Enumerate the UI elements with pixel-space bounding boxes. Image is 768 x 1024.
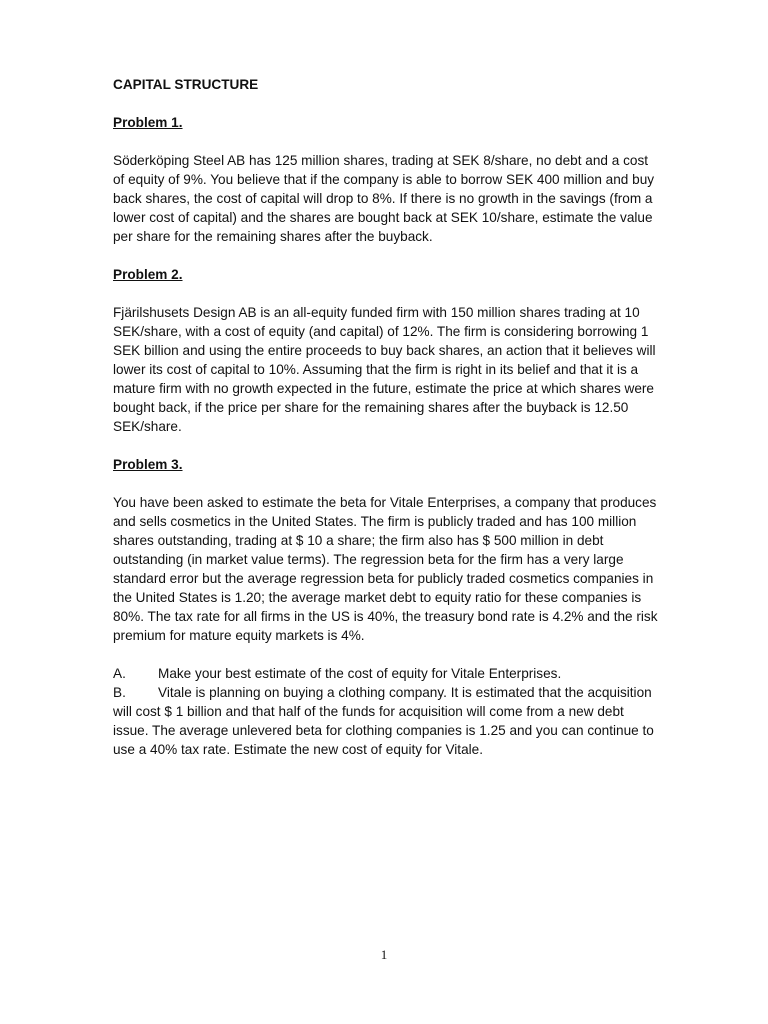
item-b-marker: B. — [113, 685, 126, 700]
document-page — [113, 75, 658, 759]
problem-1-text: Söderköping Steel AB has 125 million shares, trading at SEK 8/share, no debt and a cost of equity of 9%. You believe that if the company is able to borrow SEK 400 million and buy back shares, the cost of capital will drop to 8%. If there is no growth in the savings (from a lower cost of capital) and the shares are bought back at SEK 10/share, estimate the value per share for the remaining shares after the buyback. — [113, 153, 655, 244]
problem-2-heading: Problem 2. — [113, 267, 183, 282]
problem-3-item-a — [113, 664, 658, 683]
document-title: CAPITAL STRUCTURE — [113, 77, 259, 92]
item-a-text: Make your best estimate of the cost of equity for Vitale Enterprises. — [158, 666, 562, 681]
problem-3-item-b — [113, 683, 658, 759]
problem-3-heading: Problem 3. — [113, 457, 183, 472]
item-b-text: Vitale is planning on buying a clothing company. It is estimated that the acquisition will cost $ 1 billion and that half of the funds for acquisition will come from a new debt issue. The average unlevered beta for clothing companies is 1.25 and you can continue to use a 40% tax rate. Estimate the new cost of equity for Vitale. — [113, 685, 654, 757]
problem-3-text: You have been asked to estimate the beta for Vitale Enterprises, a company that produces and sells cosmetics in the United States. The firm is publicly traded and has 100 million shares outstanding, trading at $ 10 a share; the firm also has $ 500 million in debt outstanding (in market value terms). The regression beta for the firm has a very large standard error but the average regression beta for publicly traded cosmetics companies in the United States is 1.20; the average market debt to equity ratio for these companies is 80%. The tax rate for all firms in the US is 40%, the treasury bond rate is 4.2% and the risk premium for mature equity markets is 4%. — [113, 495, 658, 643]
problem-2-text: Fjärilshusets Design AB is an all-equity funded firm with 150 million shares trading at 10 SEK/share, with a cost of equity (and capital) of 12%. The firm is considering borrowing 1 SEK billion and using the entire proceeds to buy back shares, an action that it believes will lower its cost of capital to 10%. Assuming that the firm is right in its belief and that it is a mature firm with no growth expected in the future, estimate the price at which shares were bought back, if the price per share for the remaining shares after the buyback is 12.50 SEK/share. — [113, 305, 656, 434]
problem-1-heading: Problem 1. — [113, 115, 183, 130]
page-number: 1 — [380, 947, 388, 962]
item-a-marker: A. — [113, 666, 126, 681]
